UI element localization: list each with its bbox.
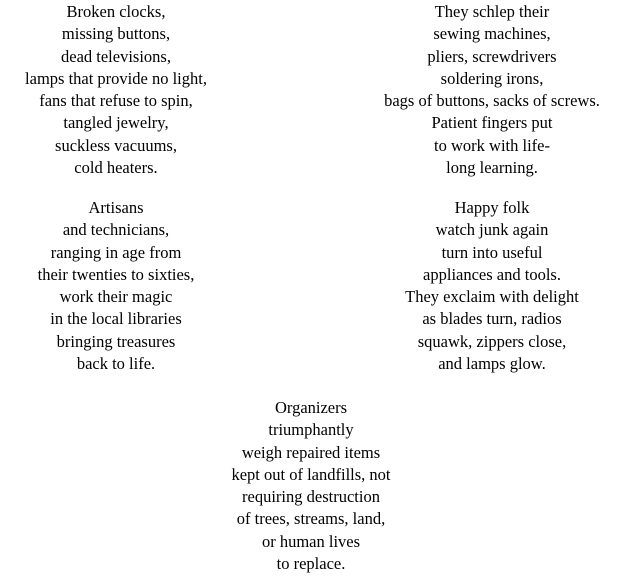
poem-line: bringing treasures: [56, 331, 176, 351]
poem-line: Organizers: [274, 398, 348, 417]
poem-line: dead televisions,: [61, 46, 171, 66]
poem-line: long learning.: [446, 158, 538, 178]
poem-line: to replace.: [276, 554, 346, 574]
poem-line: and lamps glow.: [438, 354, 546, 374]
poem-line: cold heaters.: [74, 158, 158, 178]
poem-line: work their magic: [59, 287, 173, 307]
poem-line: missing buttons,: [61, 24, 171, 44]
stanza-broken-items: [0, 1, 232, 179]
poem-line: their twenties to sixties,: [37, 264, 195, 284]
poem-line: and technicians,: [62, 220, 170, 240]
poem-line: as blades turn, radios: [422, 309, 562, 329]
poem-line: weigh repaired items: [241, 442, 381, 462]
poem-line: pliers, screwdrivers: [427, 46, 557, 66]
poem-line: triumphantly: [268, 420, 354, 440]
poem-line: They schlep their: [434, 2, 550, 21]
poem-line: to work with life-: [434, 135, 550, 155]
poem-line: suckless vacuums,: [55, 135, 177, 155]
poem-line: kept out of landfills, not: [231, 464, 391, 484]
poem-line: Broken clocks,: [66, 2, 166, 21]
poem-line: Patient fingers put: [431, 113, 553, 133]
poem-line: Happy folk: [454, 198, 530, 217]
poem-line: They exclaim with delight: [405, 287, 579, 307]
poem-line: turn into useful: [441, 242, 543, 262]
stanza-tools: [362, 1, 622, 179]
poem-line: watch junk again: [435, 220, 549, 240]
poem-line: or human lives: [261, 531, 361, 551]
poem-line: in the local libraries: [50, 309, 182, 329]
poem-line: appliances and tools.: [423, 264, 561, 284]
poem-line: lamps that provide no light,: [25, 68, 207, 88]
stanza-artisans: [0, 197, 232, 375]
poem-line: of trees, streams, land,: [236, 509, 386, 529]
poem-line: squawk, zippers close,: [417, 331, 567, 351]
poem-line: tangled jewelry,: [63, 113, 169, 133]
poem-line: sewing machines,: [433, 24, 551, 44]
poem-line: back to life.: [76, 354, 156, 374]
stanza-happy-folk: [362, 197, 622, 375]
poem-line: fans that refuse to spin,: [39, 91, 193, 111]
poem-line: requiring destruction: [242, 487, 380, 507]
poem-line: bags of buttons, sacks of screws.: [384, 91, 600, 111]
stanza-organizers: [196, 397, 426, 575]
poem-line: soldering irons,: [440, 68, 544, 88]
poem-line: Artisans: [88, 198, 144, 217]
poem-line: ranging in age from: [50, 242, 182, 262]
